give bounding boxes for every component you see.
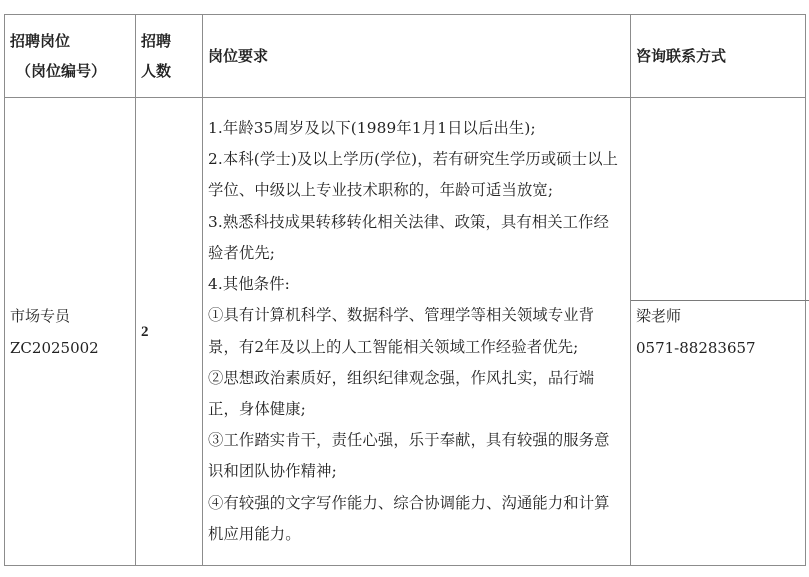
requirement-line: 景，有2年及以上的人工智能相关领域工作经验者优先;	[208, 337, 579, 356]
cell-count	[136, 98, 203, 566]
requirement-line: 正，身体健康;	[208, 399, 306, 418]
requirement-line: 识和团队协作精神;	[208, 462, 337, 481]
header-requirements-label: 岗位要求	[208, 47, 269, 65]
requirement-line: ③工作踏实肯干，责任心强，乐于奉献，具有较强的服务意	[208, 431, 610, 450]
position-code: ZC2025002	[10, 338, 99, 357]
header-contact-label: 咨询联系方式	[636, 47, 727, 65]
requirement-line: 机应用能力。	[208, 524, 301, 543]
requirement-line: 2.本科(学士)及以上学历(学位)，若有研究生学历或硕士以上	[208, 150, 619, 169]
table-header-row	[5, 15, 806, 98]
requirement-line: ④有较强的文字写作能力、综合协调能力、沟通能力和计算	[208, 493, 610, 512]
header-requirements	[203, 15, 631, 98]
header-position	[5, 15, 136, 98]
header-position-title: 招聘岗位	[10, 32, 71, 50]
requirement-line: ②思想政治素质好，组织纪律观念强，作风扎实，品行端	[208, 368, 595, 387]
requirement-line: 学位、中级以上专业技术职称的，年龄可适当放宽;	[208, 181, 554, 200]
requirement-line: 1.年龄35周岁及以下(1989年1月1日以后出生);	[208, 119, 536, 138]
table-row	[5, 98, 806, 566]
recruitment-table	[4, 14, 806, 566]
contact-phone: 0571-88283657	[636, 338, 756, 357]
contact-name: 梁老师	[636, 306, 682, 325]
requirement-line: 4.其他条件:	[208, 275, 290, 294]
requirement-line: 验者优先;	[208, 243, 276, 262]
requirement-line: ①具有计算机科学、数据科学、管理学等相关领域专业背	[208, 306, 595, 325]
header-position-code-note: （岗位编号）	[16, 62, 107, 80]
hiring-count: 2	[141, 324, 149, 340]
header-count-line1: 招聘	[141, 32, 172, 50]
cell-requirements	[203, 98, 631, 566]
header-count-line2: 人数	[141, 62, 172, 80]
requirement-line: 3.熟悉科技成果转移转化相关法律、政策，具有相关工作经	[208, 212, 610, 231]
cell-position	[5, 98, 136, 566]
cell-contact	[631, 98, 806, 566]
header-count	[136, 15, 203, 98]
header-contact	[631, 15, 806, 98]
position-name: 市场专员	[10, 306, 71, 325]
